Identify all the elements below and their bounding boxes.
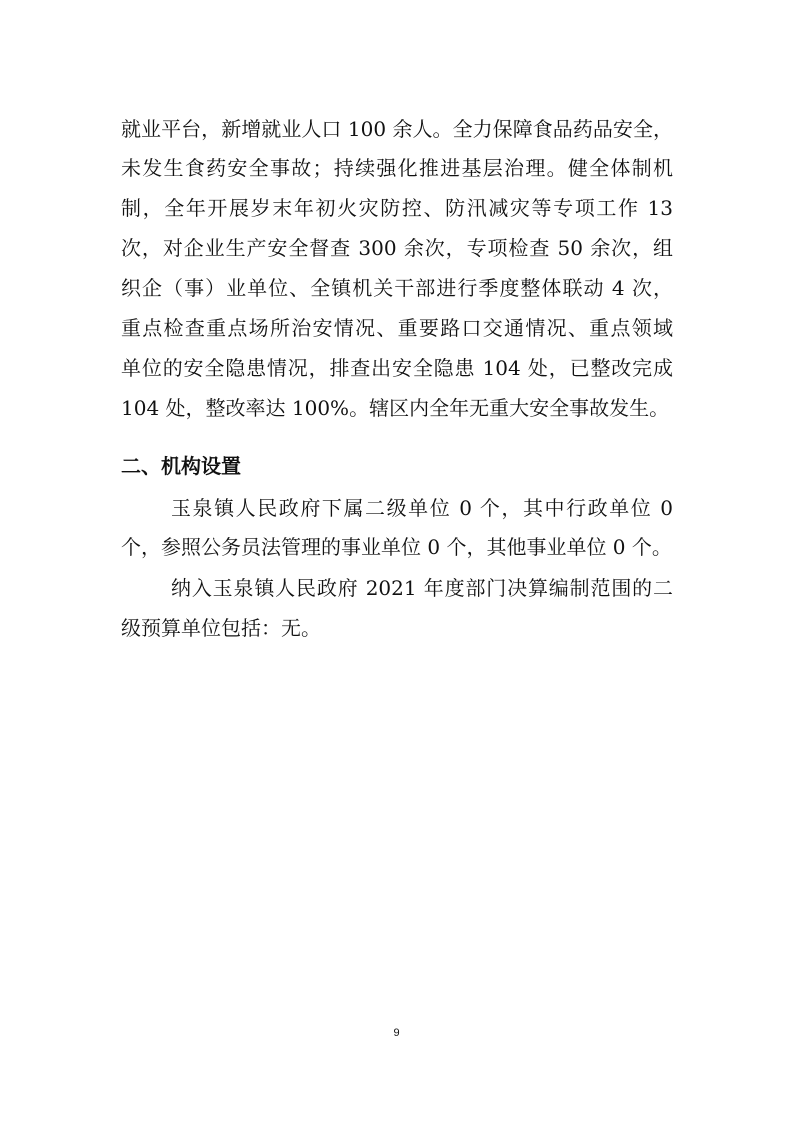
paragraph-line: 纳入玉泉镇人民政府 2021 年度部门决算编制范围的二 [171,576,673,600]
paragraph-line: 制，全年开展岁末年初火灾防控、防汛减灾等专项工作 13 [121,196,673,220]
paragraph-line: 重点检查重点场所治安情况、重要路口交通情况、重点领域 [121,316,673,340]
paragraph-line: 级预算单位包括：无。 [121,616,321,640]
section-heading: 二、机构设置 [121,454,241,478]
paragraph-line: 个，参照公务员法管理的事业单位 0 个，其他事业单位 0 个。 [121,535,672,559]
paragraph-line: 未发生食药安全事故；持续强化推进基层治理。健全体制机 [121,156,673,180]
paragraph-line: 玉泉镇人民政府下属二级单位 0 个，其中行政单位 0 [171,496,673,520]
paragraph-line: 次，对企业生产安全督查 300 余次，专项检查 50 余次，组 [121,236,673,260]
paragraph-line: 单位的安全隐患情况，排查出安全隐患 104 处，已整改完成 [121,356,673,380]
page-number: 9 [393,1027,400,1039]
paragraph-line: 104 处，整改率达 100%。辖区内全年无重大安全事故发生。 [121,396,670,420]
paragraph-line: 织企（事）业单位、全镇机关干部进行季度整体联动 4 次， [121,276,673,300]
paragraph-line: 就业平台，新增就业人口 100 余人。全力保障食品药品安全， [121,117,673,141]
